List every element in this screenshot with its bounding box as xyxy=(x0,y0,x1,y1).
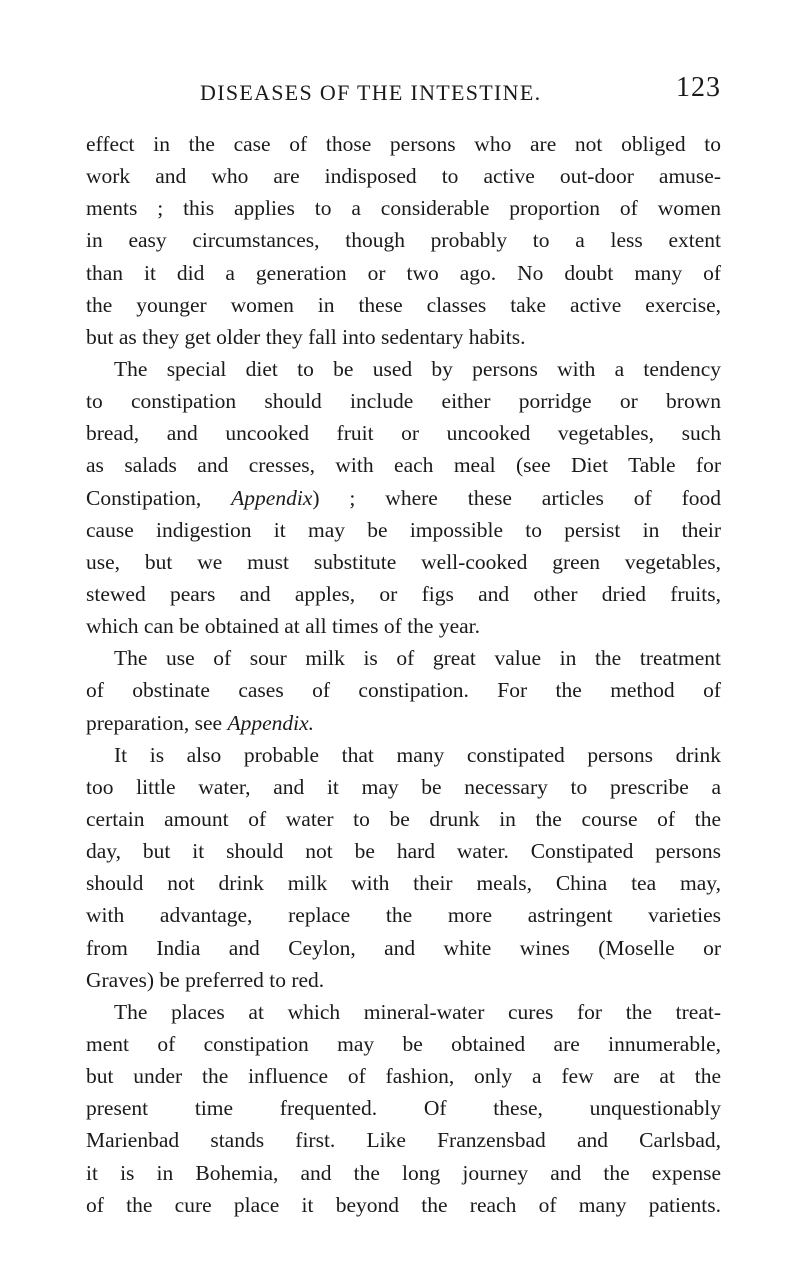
text-line: Constipation, Appendix) ; where these articles of food xyxy=(86,485,721,510)
text-line: but as they get older they fall into sedentary habits. xyxy=(86,324,526,349)
text-line: cause indigestion it may be impossible to persist in their xyxy=(86,517,721,542)
appendix-reference: Appendix xyxy=(231,485,313,510)
text-line: present time frequented. Of these, unquestionably xyxy=(86,1096,721,1121)
text-line: work and who are indisposed to active out-door amuse- xyxy=(86,164,721,189)
paragraph-first-line: It is also probable that many constipated persons drink xyxy=(114,742,721,767)
text-line: preparation, see Appendix. xyxy=(86,710,315,735)
text-line: Graves) be preferred to red. xyxy=(86,967,325,992)
text-line: in easy circumstances, though probably to a less extent xyxy=(86,228,721,253)
text-line: too little water, and it may be necessary to prescribe a xyxy=(86,774,721,799)
text-line: ments ; this applies to a considerable proportion of women xyxy=(86,196,721,221)
text-line: day, but it should not be hard water. Constipated persons xyxy=(86,839,721,864)
text-line: use, but we must substitute well-cooked green vegetables, xyxy=(86,549,721,574)
text-line: but under the influence of fashion, only a few are at the xyxy=(86,1064,721,1089)
text-line: should not drink milk with their meals, China tea may, xyxy=(86,871,721,896)
body-text xyxy=(86,128,721,1221)
text-line: stewed pears and apples, or figs and other dried fruits, xyxy=(86,581,721,606)
page-header xyxy=(86,72,721,108)
running-title: DISEASES OF THE INTESTINE. xyxy=(200,80,542,105)
text-line: of the cure place it beyond the reach of many patients. xyxy=(86,1192,721,1217)
text-line: of obstinate cases of constipation. For the method of xyxy=(86,678,721,703)
text-line: effect in the case of those persons who are not obliged to xyxy=(86,132,721,156)
text-line: from India and Ceylon, and white wines (Moselle or xyxy=(86,935,721,960)
text-line: certain amount of water to be drunk in the course of the xyxy=(86,806,721,831)
page-number: 123 xyxy=(676,72,721,103)
text-line: ment of constipation may be obtained are innumerable, xyxy=(86,1031,721,1056)
text-line: than it did a generation or two ago. No doubt many of xyxy=(86,260,721,285)
paragraph-first-line: The places at which mineral-water cures for the treat- xyxy=(114,999,721,1024)
text-line: Marienbad stands first. Like Franzensbad and Carlsbad, xyxy=(86,1128,721,1153)
appendix-reference: Appendix. xyxy=(227,710,315,735)
text-line: it is in Bohemia, and the long journey and the expense xyxy=(86,1160,721,1185)
text-line: the younger women in these classes take active exercise, xyxy=(86,292,721,317)
paragraph-first-line: The use of sour milk is of great value in the treatment xyxy=(114,646,721,671)
text-line: to constipation should include either porridge or brown xyxy=(86,389,721,414)
text-line: which can be obtained at all times of the year. xyxy=(86,614,481,639)
text-line: as salads and cresses, with each meal (see Diet Table for xyxy=(86,453,721,478)
paragraph-first-line: The special diet to be used by persons with a tendency xyxy=(114,356,721,381)
text-line: with advantage, replace the more astringent varieties xyxy=(86,903,721,928)
text-line: bread, and uncooked fruit or uncooked vegetables, such xyxy=(86,421,721,446)
